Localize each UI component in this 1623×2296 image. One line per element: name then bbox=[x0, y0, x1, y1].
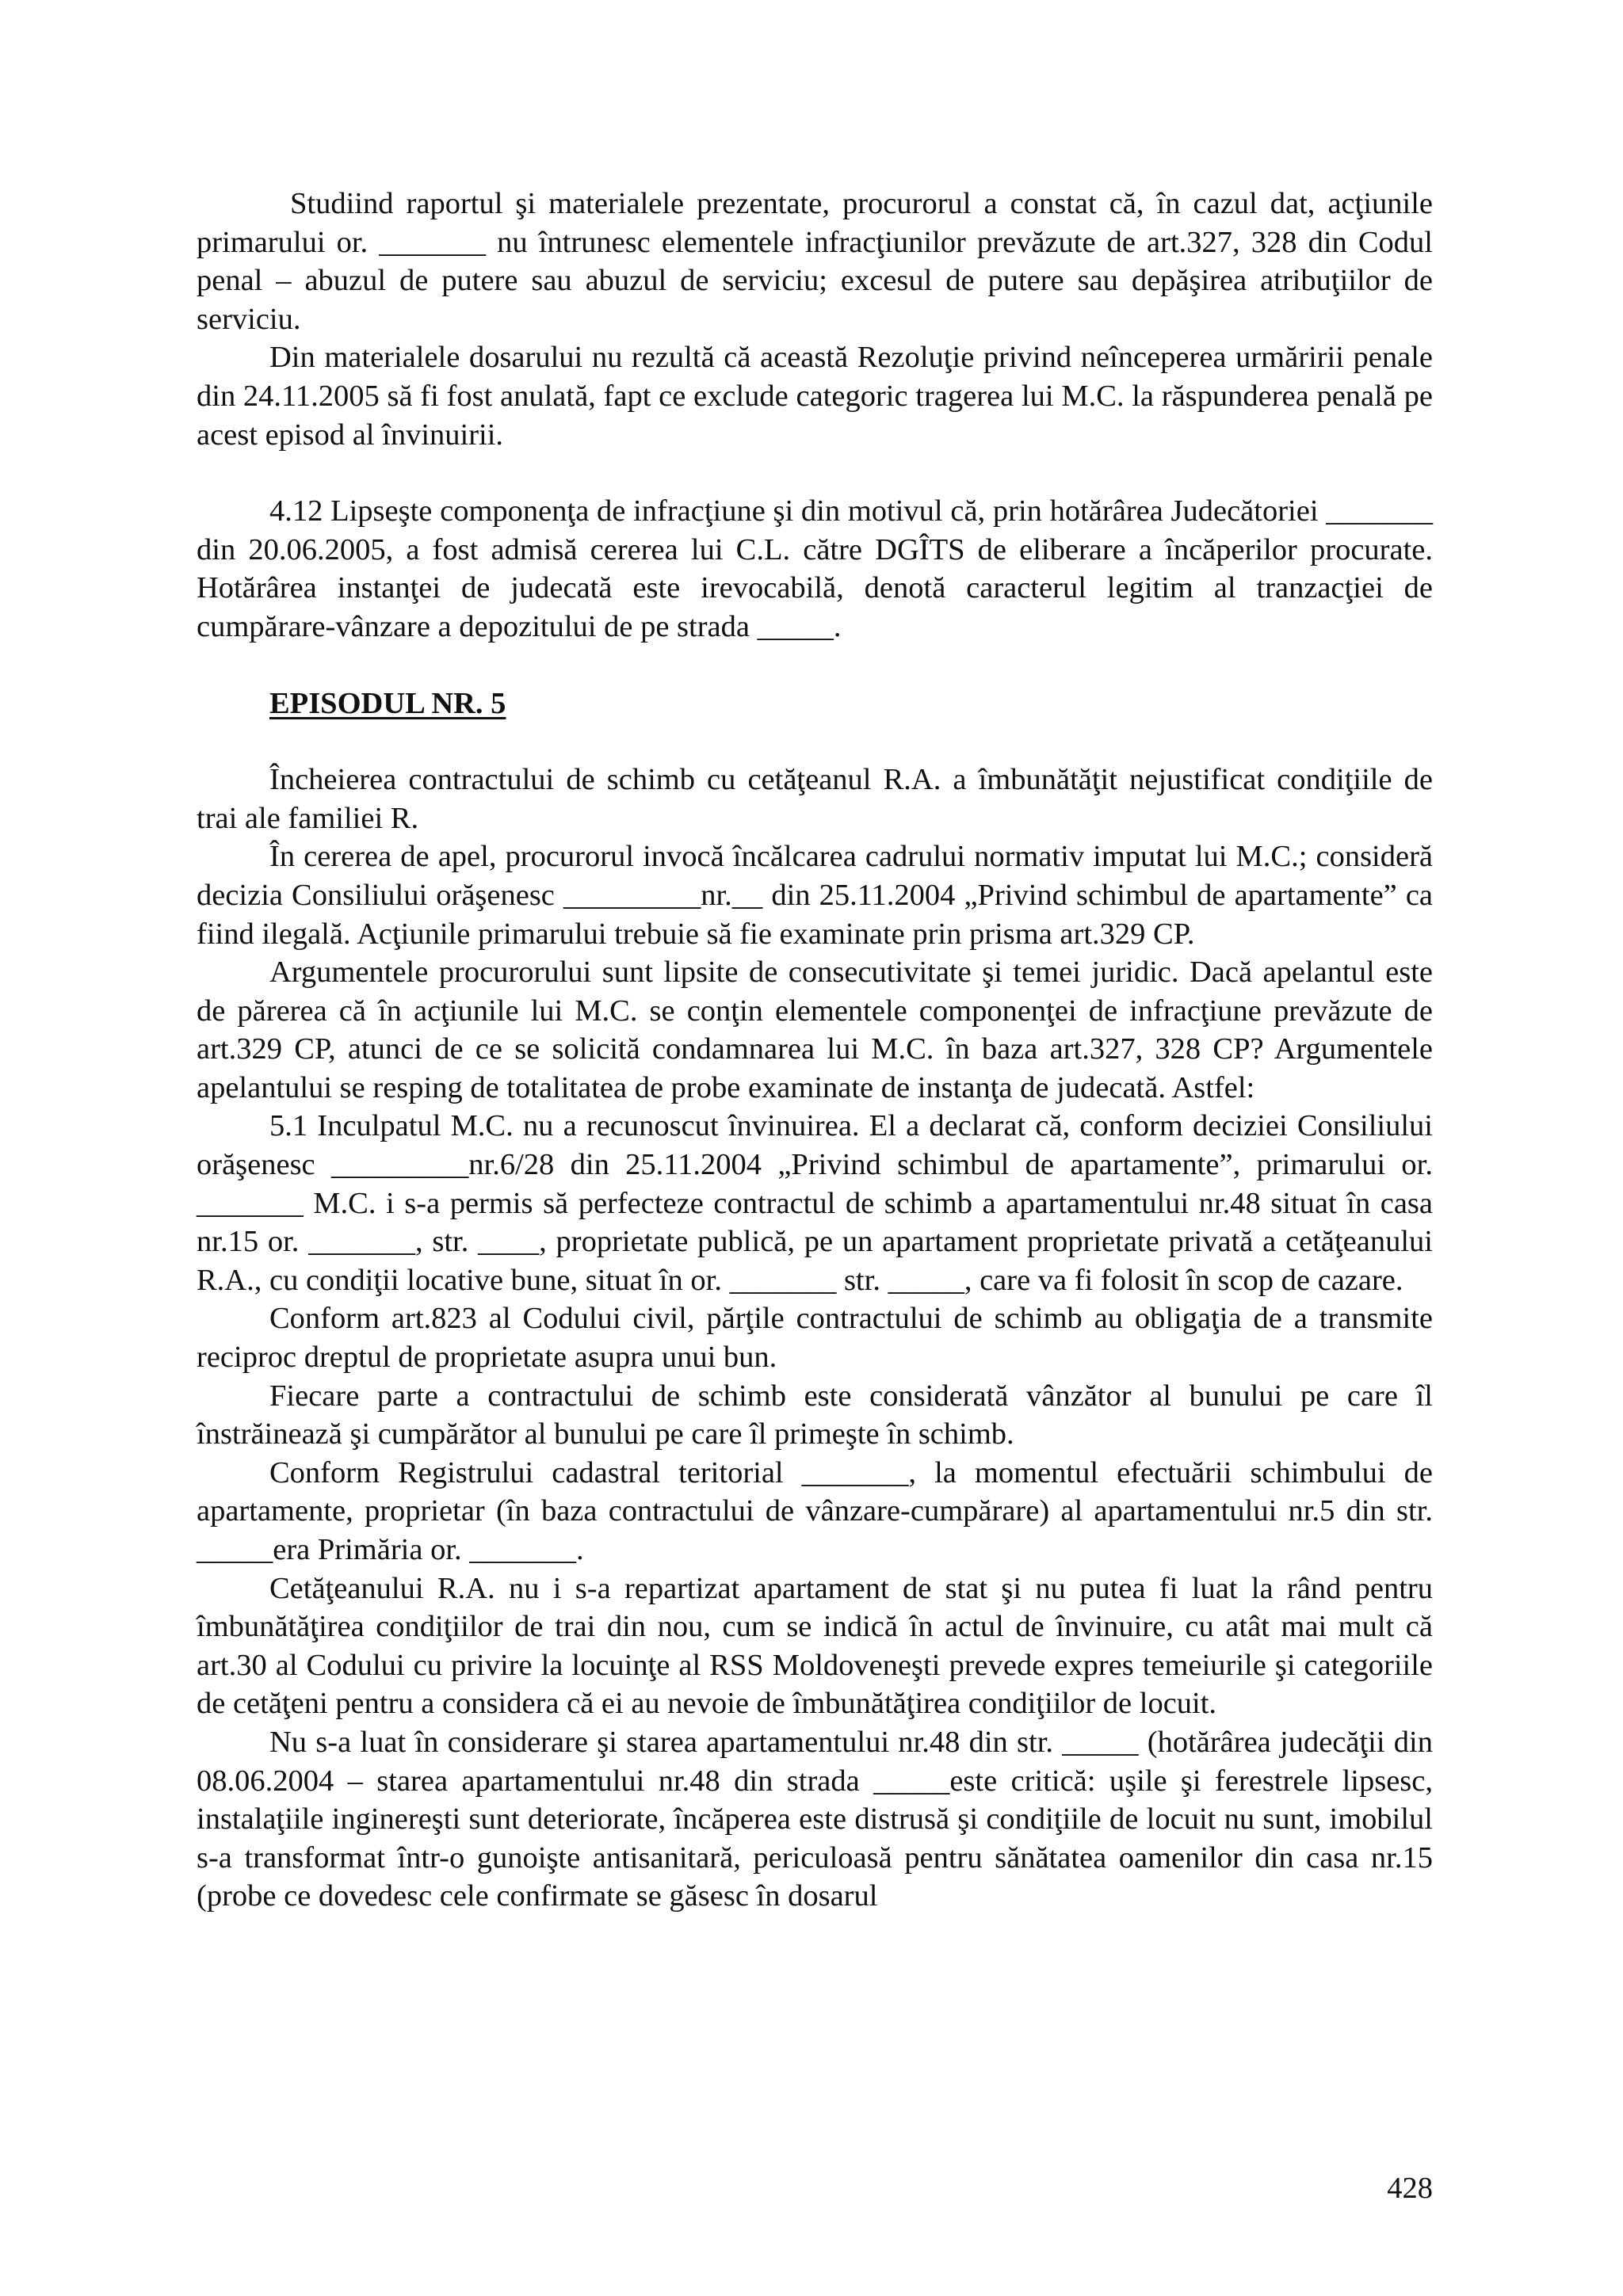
episode-heading: EPISODUL NR. 5 bbox=[269, 686, 506, 720]
spacer bbox=[197, 454, 1433, 492]
paragraph-episode-1: Încheierea contractului de schimb cu cetăţeanul R.A. a îmbunătăţit nejustificat condiţiile de trai ale familiei R. bbox=[197, 763, 1433, 835]
paragraph-episode-6: Fiecare parte a contractului de schimb este considerată vânzător al bunului pe care îl înstrăinează şi cumpărător al bunului pe care îl primeşte în schimb. bbox=[197, 1379, 1433, 1451]
spacer bbox=[197, 723, 1433, 761]
spacer bbox=[197, 646, 1433, 685]
paragraph-4-12: 4.12 Lipseşte componenţa de infracţiune şi din motivul că, prin hotărârea Judecătoriei _______ din 20.06.2005, a fost admisă cererea lui C.L. către DGÎTS de eliberare a încăperilor procurate. Hotărârea instanţei de judecată este irevocabilă, denotă caracterul legitim al tranzacţiei de cumpărare-vânzare a depozitului de pe strada _____. bbox=[197, 494, 1433, 643]
paragraph-episode-4: 5.1 Inculpatul M.C. nu a recunoscut învinuirea. El a declarat că, conform deciziei Consiliului orăşenesc _________nr.6/28 din 25.11.2004 „Privind schimbul de apartamente”, primarului or. _______ M.C. i s-a permis să perfecteze contractul de schimb a apartamentului nr.48 situat în casa nr.15 or. _______, str. ____, proprietate publică, pe un apartament proprietate privată a cetăţeanului R.A., cu condiţii locative bune, situat în or. _______ str. _____, care va fi folosit în scop de cazare. bbox=[197, 1109, 1433, 1297]
page-number: 428 bbox=[1387, 2172, 1433, 2205]
paragraph-episode-2: În cererea de apel, procurorul invocă încălcarea cadrului normativ imputat lui M.C.; consideră decizia Consiliului orăşenesc _________nr.__ din 25.11.2004 „Privind schimbul de apartamente” ca fiind ilegală. Acţiunile primarului trebuie să fie examinate prin prisma art.329 CP. bbox=[197, 840, 1433, 951]
paragraph-episode-3: Argumentele procurorului sunt lipsite de consecutivitate şi temei juridic. Dacă apelantul este de părerea că în acţiunile lui M.C. se conţin elementele componenţei de infracţiune prevăzute de art.329 CP, atunci de ce se solicită condamnarea lui M.C. în baza art.327, 328 CP? Argumentele apelantului se resping de totalitatea de probe examinate de instanţa de judecată. Astfel: bbox=[197, 955, 1433, 1104]
paragraph-episode-7: Conform Registrului cadastral teritorial _______, la momentul efectuării schimbului de apartamente, proprietar (în baza contractului de vânzare-cumpărare) al apartamentului nr.5 din str. _____era Primăria or. _______. bbox=[197, 1455, 1433, 1566]
paragraph-episode-5: Conform art.823 al Codului civil, părţile contractului de schimb au obligaţia de a transmite reciproc dreptul de proprietate asupra unui bun. bbox=[197, 1302, 1433, 1375]
paragraph-intro-2: Din materialele dosarului nu rezultă că această Rezoluţie privind neînceperea urmăririi penale din 24.11.2005 să fi fost anulată, fapt ce exclude categoric tragerea lui M.C. la răspunderea penală pe acest episod al învinuirii. bbox=[197, 341, 1433, 452]
document-body bbox=[197, 185, 1433, 1916]
paragraph-intro-1: Studiind raportul şi materialele prezentate, procurorul a constat că, în cazul dat, acţiunile primarului or. _______ nu întrunesc elementele infracţiunilor prevăzute de art.327, 328 din Codul penal – abuzul de putere sau abuzul de serviciu; excesul de putere sau depăşirea atribuţiilor de serviciu. bbox=[197, 187, 1433, 336]
paragraph-episode-8: Cetăţeanului R.A. nu i s-a repartizat apartament de stat şi nu putea fi luat la rând pentru îmbunătăţirea condiţiilor de trai din nou, cum se indică în actul de învinuire, cu atât mai mult că art.30 al Codului cu privire la locuinţe al RSS Moldoveneşti prevede expres temeiurile şi categoriile de cetăţeni pentru a considera că ei au nevoie de îmbunătăţirea condiţiilor de locuit. bbox=[197, 1571, 1433, 1721]
paragraph-episode-9: Nu s-a luat în considerare şi starea apartamentului nr.48 din str. _____ (hotărârea judecăţii din 08.06.2004 – starea apartamentului nr.48 din strada _____este critică: uşile şi ferestrele lipsesc, instalaţiile inginereşti sunt deteriorate, încăperea este distrusă şi condiţiile de locuit nu sunt, imobilul s-a transformat într-o gunoişte antisanitară, periculoasă pentru sănătatea oamenilor din casa nr.15 (probe ce dovedesc cele confirmate se găsesc în dosarul bbox=[197, 1725, 1433, 1913]
